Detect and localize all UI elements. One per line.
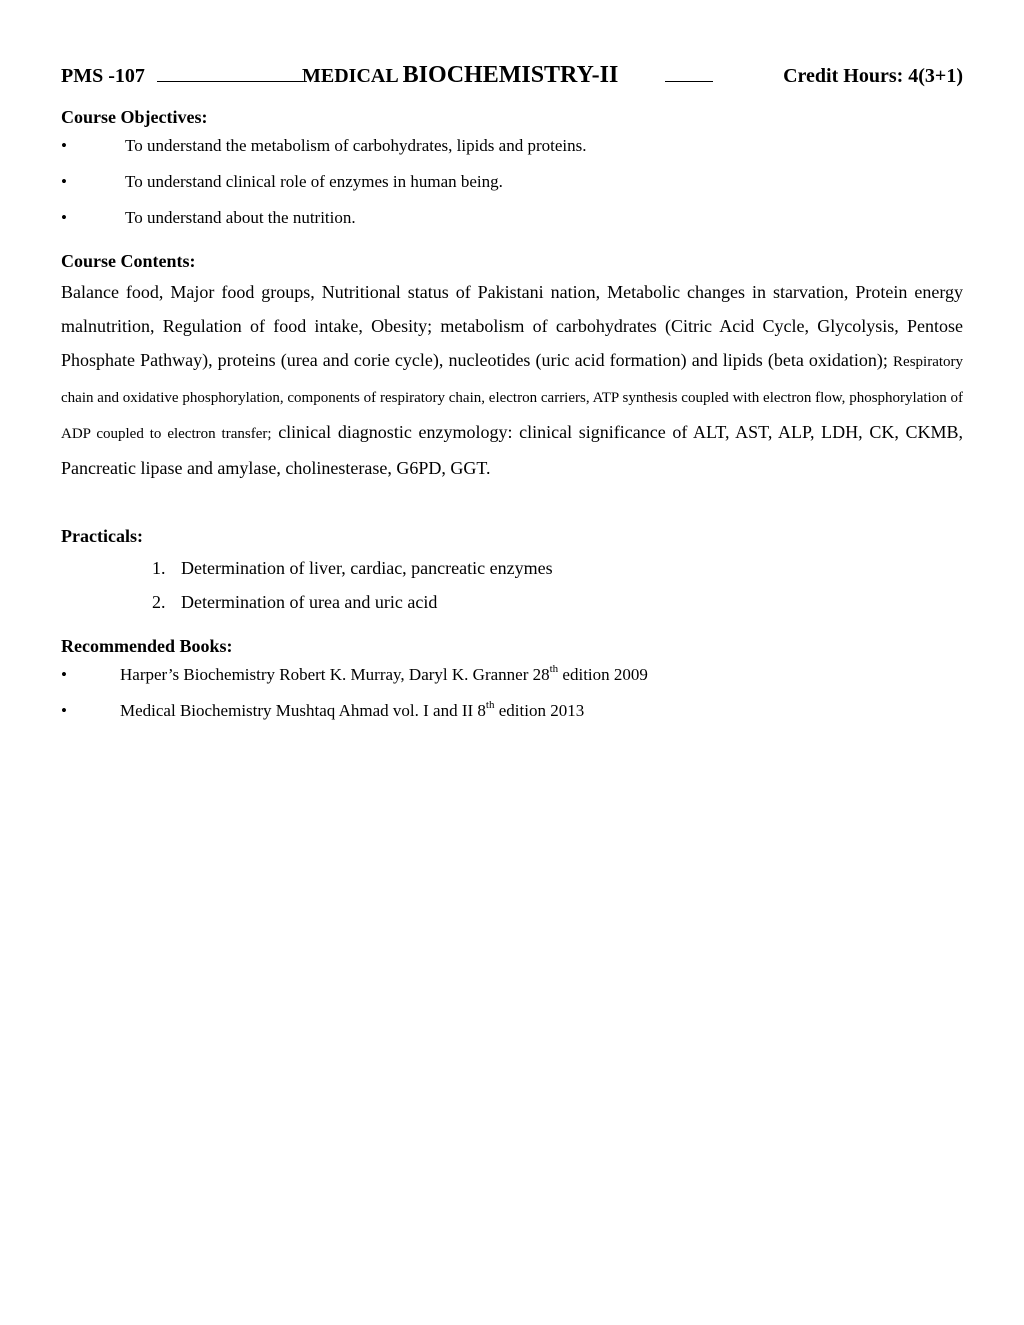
practicals-list (61, 551, 963, 619)
bullet-icon: • (61, 208, 67, 227)
course-title-prefix: MEDICAL (302, 65, 399, 87)
objective-text: To understand the metabolism of carbohydrates, lipids and proteins. (125, 136, 587, 155)
list-item (61, 200, 963, 236)
objectives-list (61, 128, 963, 236)
list-item (61, 164, 963, 200)
objective-text: To understand about the nutrition. (125, 208, 356, 227)
contents-heading: Course Contents: (61, 251, 196, 271)
header-underline-gap (665, 81, 713, 82)
list-number: 2. (152, 592, 166, 612)
contents-part-enzymology: clinical diagnostic enzymology: clinical significance of ALT, AST, ALP, LDH, CK, CKMB, Pancreatic lipase and amylase, cholinesterase, G6PD, GGT. (61, 422, 964, 478)
bullet-icon: • (61, 172, 67, 191)
book-edition: edition 2009 (558, 665, 648, 684)
contents-part-nutrition: Balance food, Major food groups, Nutritional status of Pakistani nation, Metabolic changes in starvation, Protein energy malnutrition, Regulation of food intake, Obesity; metabolism of carbohydrates (Citric Acid Cycle, Glycolysis, Pentose Phosphate Pathway), proteins (urea and corie cycle), nucleotides (uric acid formation) and lipids (beta oxidation); (61, 282, 963, 370)
bullet-icon: • (61, 701, 67, 720)
book-edition: edition 2013 (494, 701, 585, 720)
books-heading: Recommended Books: (61, 636, 233, 656)
course-title-main: BIOCHEMISTRY-II (402, 62, 619, 88)
contents-part-respiratory: Respiratory chain and oxidative phosphorylation, components of respiratory chain, electron carriers, ATP synthesis coupled with electron flow, phosphorylation of ADP coupled to electron transfer; (61, 354, 964, 442)
bullet-icon: • (61, 665, 67, 684)
list-item (61, 551, 963, 585)
book-title: Harper’s Biochemistry Robert K. Murray, Daryl K. Granner 28 (120, 665, 550, 684)
course-header (61, 62, 963, 96)
header-underline-gap (157, 81, 303, 82)
practical-text: Determination of liver, cardiac, pancreatic enzymes (181, 558, 553, 578)
ordinal-suffix: th (549, 663, 559, 675)
course-title (302, 62, 618, 89)
books-list (61, 657, 963, 729)
list-item (61, 585, 963, 619)
course-code: PMS -107 (61, 65, 145, 87)
objective-text: To understand clinical role of enzymes in human being. (125, 172, 503, 191)
list-number: 1. (152, 558, 166, 578)
practicals-heading: Practicals: (61, 526, 143, 546)
credit-hours: Credit Hours: 4(3+1) (783, 65, 963, 87)
contents-paragraph (61, 275, 963, 485)
practical-text: Determination of urea and uric acid (181, 592, 438, 612)
objectives-heading: Course Objectives: (61, 107, 208, 127)
list-item (61, 657, 963, 693)
document-page (61, 62, 963, 729)
book-title: Medical Biochemistry Mushtaq Ahmad vol. I and II 8 (120, 701, 486, 720)
list-item (61, 693, 963, 729)
ordinal-suffix: th (485, 699, 495, 711)
bullet-icon: • (61, 136, 67, 155)
list-item (61, 128, 963, 164)
